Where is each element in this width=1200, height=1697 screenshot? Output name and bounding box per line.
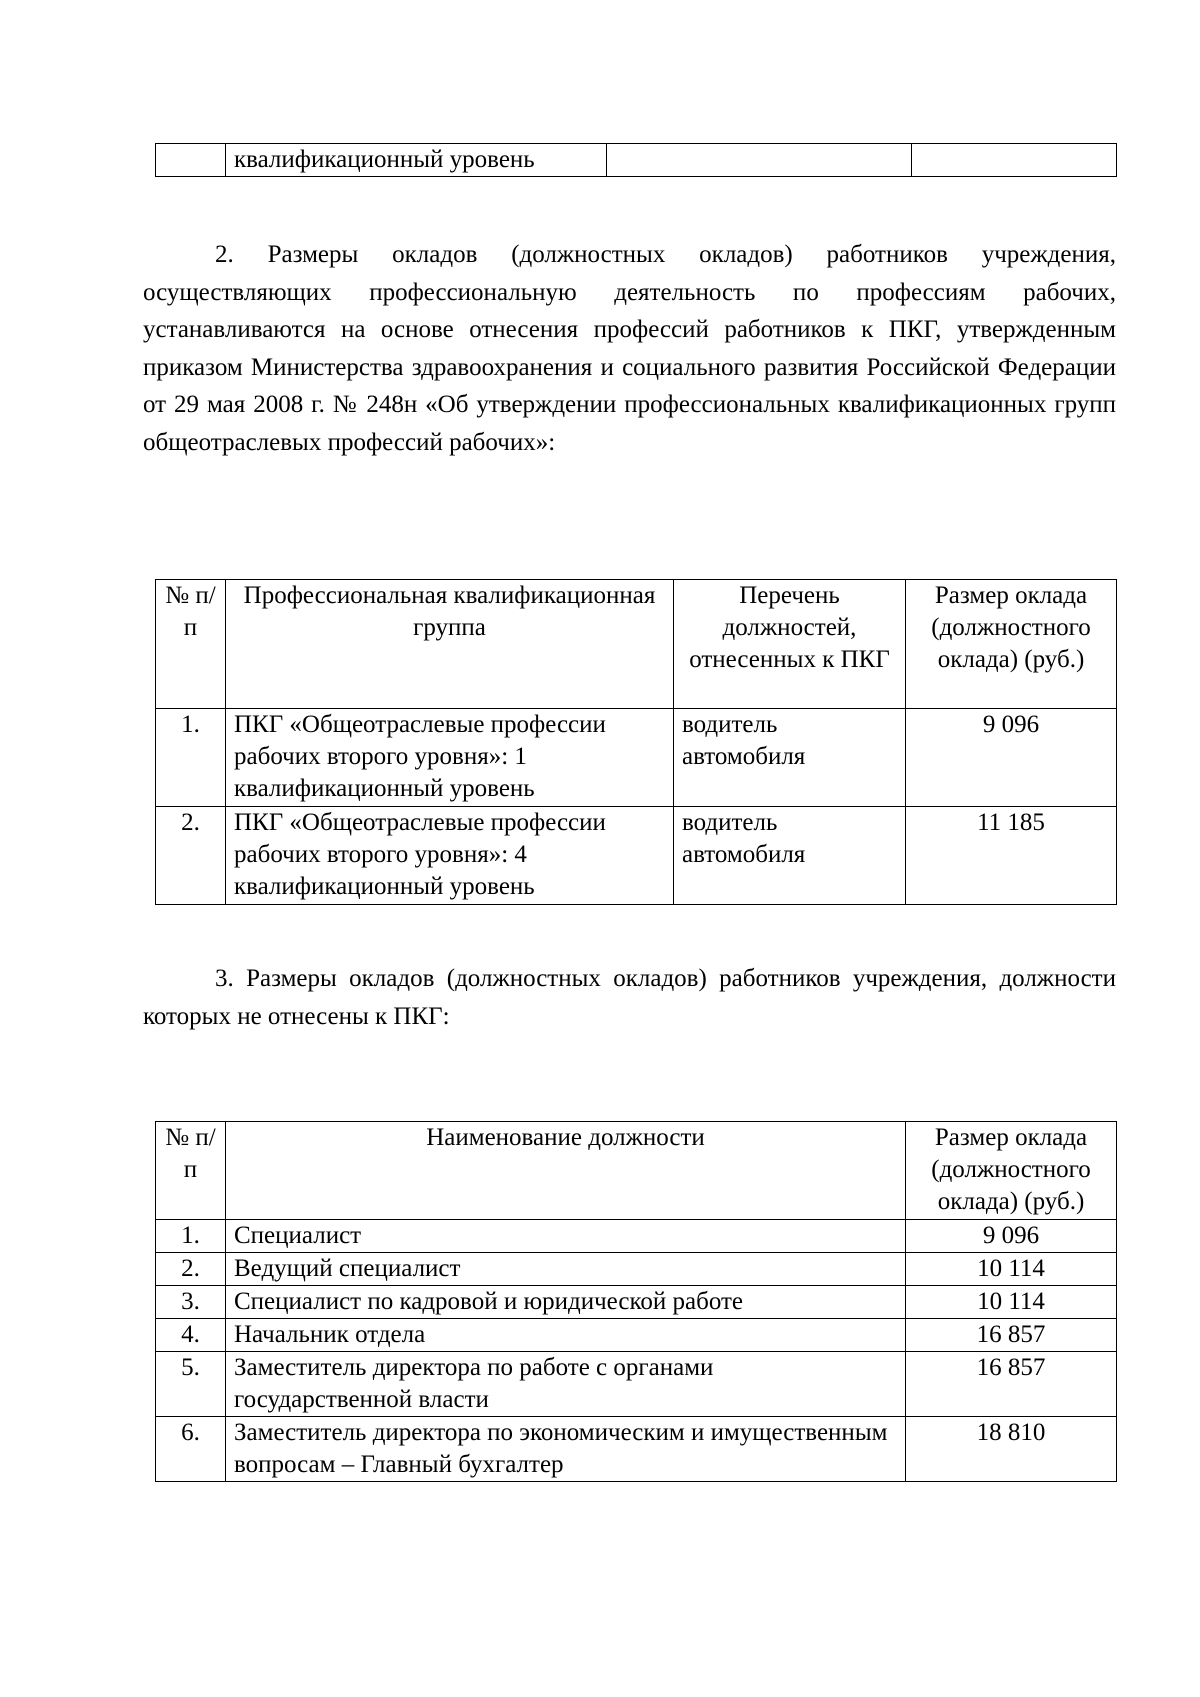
row-salary: 11 185 bbox=[906, 807, 1117, 905]
row-salary: 16 857 bbox=[906, 1352, 1117, 1417]
paragraph-2-text: 2. Размеры окладов (должностных окладов) работников учреждения, осуществляющих профессиональную деятельность по профессиям рабочих, устанавливаются на основе отнесения профессий работников к ПКГ, утвержденным приказом Министерства здравоохранения и социального развития Российской Федерации от 29 мая 2008 г. № 248н «Об утверждении профессиональных квалификационных групп общеотраслевых профессий рабочих»: bbox=[143, 241, 1116, 456]
table-row bbox=[156, 1286, 1117, 1319]
table-row bbox=[156, 1220, 1117, 1253]
table-cell: квалификационный уровень bbox=[226, 144, 607, 177]
table-row bbox=[156, 1417, 1117, 1482]
continuation-table bbox=[155, 143, 1117, 177]
paragraph-3 bbox=[143, 960, 1116, 1035]
table-cell bbox=[912, 144, 1117, 177]
staff-salary-table bbox=[155, 1121, 1117, 1482]
table-header-row bbox=[156, 580, 1117, 709]
row-num: 2. bbox=[156, 807, 226, 905]
row-position: Специалист по кадровой и юридической работе bbox=[226, 1286, 906, 1319]
row-position: Заместитель директора по работе с органами государственной власти bbox=[226, 1352, 906, 1417]
paragraph-2 bbox=[143, 236, 1116, 461]
header-position: Наименование должности bbox=[226, 1122, 906, 1220]
row-num: 3. bbox=[156, 1286, 226, 1319]
row-group: ПКГ «Общеотраслевые профессии рабочих второго уровня»: 4 квалификационный уровень bbox=[226, 807, 674, 905]
row-position: Ведущий специалист bbox=[226, 1253, 906, 1286]
row-position: Заместитель директора по экономическим и имущественным вопросам – Главный бухгалтер bbox=[226, 1417, 906, 1482]
header-num: № п/п bbox=[156, 1122, 226, 1220]
row-num: 6. bbox=[156, 1417, 226, 1482]
row-num: 4. bbox=[156, 1319, 226, 1352]
row-salary: 16 857 bbox=[906, 1319, 1117, 1352]
row-position: Начальник отдела bbox=[226, 1319, 906, 1352]
table-cell bbox=[607, 144, 912, 177]
header-positions: Перечень должностей, отнесенных к ПКГ bbox=[674, 580, 906, 709]
row-num: 1. bbox=[156, 709, 226, 807]
row-positions: водитель автомобиля bbox=[674, 709, 906, 807]
table-row bbox=[156, 1352, 1117, 1417]
row-positions: водитель автомобиля bbox=[674, 807, 906, 905]
table-cell bbox=[156, 144, 226, 177]
paragraph-3-text: 3. Размеры окладов (должностных окладов) работников учреждения, должности которых не отнесены к ПКГ: bbox=[143, 965, 1116, 1030]
table-row bbox=[156, 807, 1117, 905]
table-row bbox=[156, 144, 1117, 177]
header-group: Профессиональная квалификационная группа bbox=[226, 580, 674, 709]
table-row bbox=[156, 1319, 1117, 1352]
row-position: Специалист bbox=[226, 1220, 906, 1253]
row-salary: 10 114 bbox=[906, 1253, 1117, 1286]
row-salary: 9 096 bbox=[906, 1220, 1117, 1253]
row-salary: 18 810 bbox=[906, 1417, 1117, 1482]
row-num: 1. bbox=[156, 1220, 226, 1253]
header-salary: Размер оклада (должностного оклада) (руб.) bbox=[906, 1122, 1117, 1220]
row-salary: 9 096 bbox=[906, 709, 1117, 807]
row-group: ПКГ «Общеотраслевые профессии рабочих второго уровня»: 1 квалификационный уровень bbox=[226, 709, 674, 807]
table-header-row bbox=[156, 1122, 1117, 1220]
row-num: 5. bbox=[156, 1352, 226, 1417]
row-salary: 10 114 bbox=[906, 1286, 1117, 1319]
table-row bbox=[156, 1253, 1117, 1286]
header-num: № п/п bbox=[156, 580, 226, 709]
header-salary: Размер оклада (должностного оклада) (руб.) bbox=[906, 580, 1117, 709]
workers-salary-table bbox=[155, 579, 1117, 905]
table-row bbox=[156, 709, 1117, 807]
row-num: 2. bbox=[156, 1253, 226, 1286]
